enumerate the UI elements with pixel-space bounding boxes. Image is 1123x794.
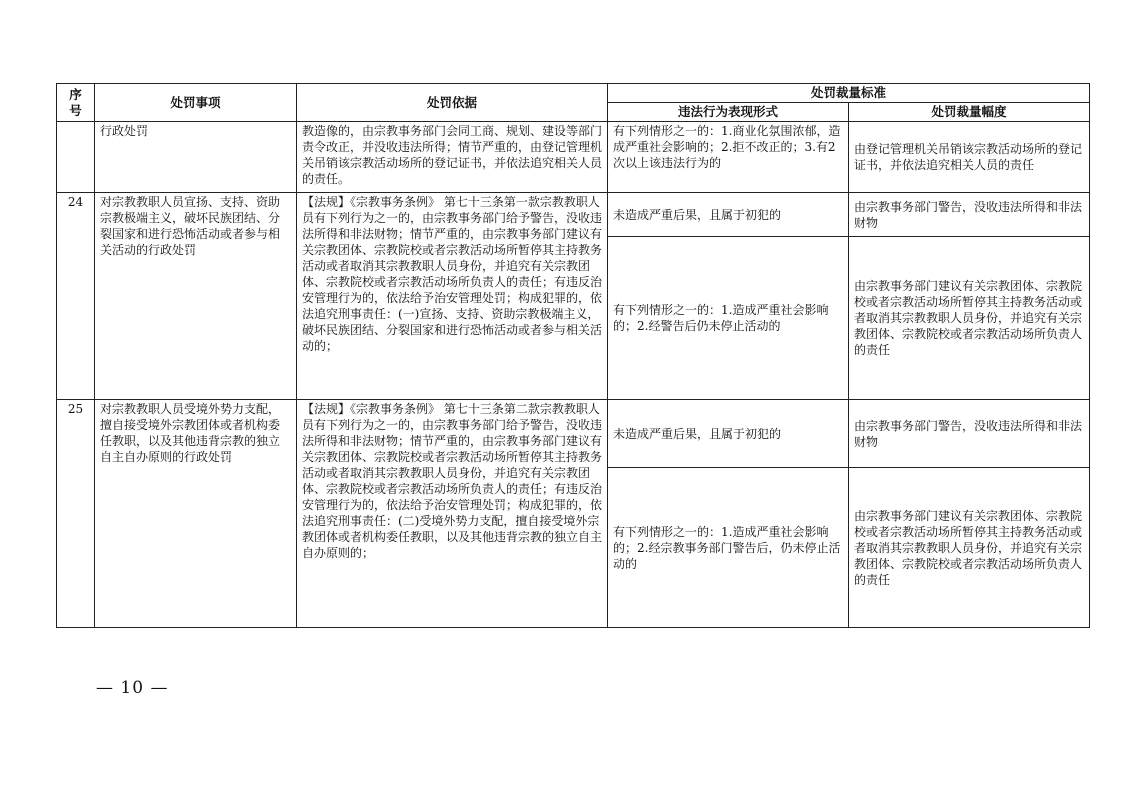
row-item: 对宗教教职人员宣扬、支持、资助宗教极端主义，破坏民族团结、分裂国家和进行恐怖活动或者参与相关活动的行政处罚 (95, 193, 297, 400)
row-no: 25 (57, 400, 95, 628)
header-standard: 处罚裁量标准 (608, 84, 1090, 103)
table-row (57, 122, 1090, 193)
row-form: 未造成严重后果，且属于初犯的 (608, 193, 849, 237)
row-no: 24 (57, 193, 95, 400)
penalty-table (56, 83, 1090, 628)
row-range: 由宗教事务部门警告，没收违法所得和非法财物 (849, 193, 1090, 237)
header-basis: 处罚依据 (297, 84, 608, 122)
row-basis: 【法规】《宗教事务条例》 第七十三条第一款宗教教职人员有下列行为之一的，由宗教事务部门给予警告，没收违法所得和非法财物；情节严重的，由宗教事务部门建议有关宗教团体、宗教院校或者宗教活动场所暂停其主持教务活动或者取消其宗教教职人员身份，并追究有关宗教团体、宗教院校或者宗教活动场所负责人的责任；有违反治安管理行为的，依法给予治安管理处罚；构成犯罪的，依法追究刑事责任：(一)宣扬、支持、资助宗教极端主义，破坏民族团结、分裂国家和进行恐怖活动或者参与相关活动的； (297, 193, 608, 400)
table-row (57, 400, 1090, 468)
row-basis: 【法规】《宗教事务条例》 第七十三条第二款宗教教职人员有下列行为之一的，由宗教事务部门给予警告，没收违法所得和非法财物；情节严重的，由宗教事务部门建议有关宗教团体、宗教院校或者宗教活动场所暂停其主持教务活动或者取消其宗教教职人员身份，并追究有关宗教团体、宗教院校或者宗教活动场所负责人的责任；有违反治安管理行为的，依法给予治安管理处罚；构成犯罪的，依法追究刑事责任：(二)受境外势力支配，擅自接受境外宗教团体或者机构委任教职，以及其他违背宗教的独立自主自办原则的； (297, 400, 608, 628)
row-basis: 教造像的，由宗教事务部门会同工商、规划、建设等部门责令改正，并没收违法所得；情节严重的，由登记管理机关吊销该宗教活动场所的登记证书，并依法追究相关人员的责任。 (297, 122, 608, 193)
row-no (57, 122, 95, 193)
table-row (57, 193, 1090, 237)
row-range: 由登记管理机关吊销该宗教活动场所的登记证书，并依法追究相关人员的责任 (849, 122, 1090, 193)
row-range: 由宗教事务部门建议有关宗教团体、宗教院校或者宗教活动场所暂停其主持教务活动或者取消其宗教教职人员身份，并追究有关宗教团体、宗教院校或者宗教活动场所负责人的责任 (849, 237, 1090, 400)
row-form: 未造成严重后果，且属于初犯的 (608, 400, 849, 468)
row-form: 有下列情形之一的：1.造成严重社会影响的；2.经警告后仍未停止活动的 (608, 237, 849, 400)
row-form: 有下列情形之一的：1.商业化氛围浓郁，造成严重社会影响的；2.拒不改正的；3.有2次以上该违法行为的 (608, 122, 849, 193)
header-form: 违法行为表现形式 (608, 103, 849, 122)
row-item: 对宗教教职人员受境外势力支配，擅自接受境外宗教团体或者机构委任教职，以及其他违背宗教的独立自主自办原则的行政处罚 (95, 400, 297, 628)
header-item: 处罚事项 (95, 84, 297, 122)
row-range: 由宗教事务部门建议有关宗教团体、宗教院校或者宗教活动场所暂停其主持教务活动或者取消其宗教教职人员身份，并追究有关宗教团体、宗教院校或者宗教活动场所负责人的责任 (849, 468, 1090, 628)
header-no: 序 号 (57, 84, 95, 122)
row-item: 行政处罚 (95, 122, 297, 193)
row-form: 有下列情形之一的：1.造成严重社会影响的；2.经宗教事务部门警告后，仍未停止活动的 (608, 468, 849, 628)
page-number: — 10 — (96, 678, 169, 698)
row-range: 由宗教事务部门警告，没收违法所得和非法财物 (849, 400, 1090, 468)
header-range: 处罚裁量幅度 (849, 103, 1090, 122)
